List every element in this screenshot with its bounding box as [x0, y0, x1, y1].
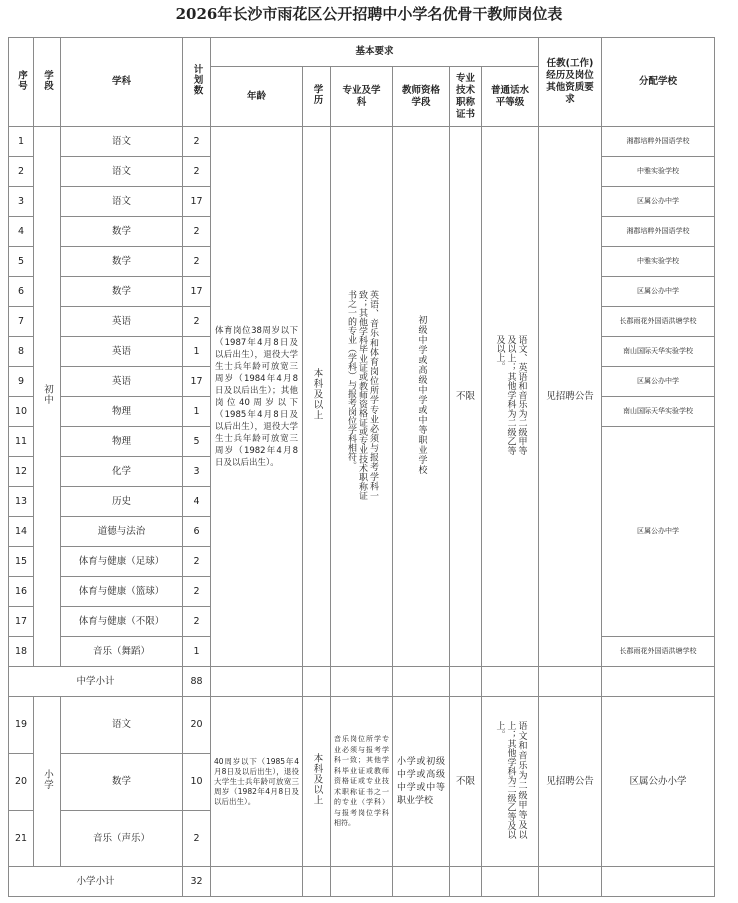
table-cell: 4: [183, 487, 211, 517]
table-cell: [331, 667, 393, 697]
table-cell: 数学: [61, 277, 183, 307]
table-cell: 2: [183, 247, 211, 277]
table-cell: 3: [9, 187, 34, 217]
table-cell: 语文: [61, 697, 183, 754]
table-cell: 区属公办中学: [602, 277, 715, 307]
middle-major: 英语、音乐和体育岗位所学专业必须与报考学科一致；其他学科毕业证或教师资格证或专业技术职称证书之一的专业（学科）与报考岗位学科相符。: [331, 127, 393, 667]
table-cell: 数学: [61, 247, 183, 277]
table-cell: 语文: [61, 157, 183, 187]
primary-education: 本科及以上: [303, 697, 331, 867]
table-cell: [303, 667, 331, 697]
table-cell: 19: [9, 697, 34, 754]
table-cell: 英语: [61, 307, 183, 337]
table-cell: 2: [183, 607, 211, 637]
primary-title-req: 不限: [450, 697, 482, 867]
table-cell: 中雅实验学校: [602, 157, 715, 187]
table-cell: [450, 867, 482, 897]
primary-school: 区属公办小学: [602, 697, 715, 867]
table-cell: 4: [9, 217, 34, 247]
header-school: 分配学校: [602, 38, 715, 127]
header-subject: 学科: [61, 38, 183, 127]
table-cell: 物理: [61, 397, 183, 427]
table-cell: [393, 867, 450, 897]
table-cell: 8: [9, 337, 34, 367]
table-cell: 南山国际天华实验学校: [602, 397, 715, 427]
stage-primary: 小学: [34, 697, 61, 867]
table-cell: 物理: [61, 427, 183, 457]
middle-putonghua: 语文、英语和音乐为二级甲等及以上；其他学科为二级乙等及以上。: [482, 127, 539, 667]
table-cell: 1: [183, 637, 211, 667]
subtotal-value: 32: [183, 867, 211, 897]
table-cell: 音乐（舞蹈）: [61, 637, 183, 667]
table-row: [9, 127, 715, 157]
table-cell: [331, 867, 393, 897]
table-cell: 13: [9, 487, 34, 517]
table-cell: [211, 867, 303, 897]
table-cell: 体育与健康（足球）: [61, 547, 183, 577]
table-row: [9, 697, 715, 754]
middle-age: 体育岗位38周岁以下（1987年4月8日及以后出生），退役大学生士兵年龄可放宽三周岁（1984年4月8日及以后出生）；其他岗位40周岁以下（1985年4月8日及以后出生），退役大学生士兵年龄可放宽三周岁（1982年4月8日及以后出生）。: [211, 127, 303, 667]
table-cell: 英语: [61, 337, 183, 367]
primary-age: 40周岁以下（1985年4月8日及以后出生），退役大学生士兵年龄可放宽三周岁（1982年4月8日及以后出生）。: [211, 697, 303, 867]
table-cell: 1: [183, 337, 211, 367]
header-education: 学历: [303, 67, 331, 127]
table-cell: [303, 867, 331, 897]
table-cell: 9: [9, 367, 34, 397]
header-title-req: 专业技术职称证书: [450, 67, 482, 127]
table-cell: 2: [183, 577, 211, 607]
table-cell: 2: [183, 157, 211, 187]
row-seq: 1: [9, 127, 34, 157]
table-cell: 6: [9, 277, 34, 307]
table-cell: 中雅实验学校: [602, 247, 715, 277]
table-cell: 20: [183, 697, 211, 754]
header-plan: 计划数: [183, 38, 211, 127]
subtotal-value: 88: [183, 667, 211, 697]
primary-putonghua: 语文和音乐为二级甲等及以上；其他学科为二级乙等及以上。: [482, 697, 539, 867]
header-age: 年龄: [211, 67, 303, 127]
table-cell: 10: [183, 754, 211, 811]
row-plan: 2: [183, 127, 211, 157]
table-cell: 2: [183, 547, 211, 577]
subtotal-row-primary: [9, 867, 715, 897]
table-cell: 南山国际天华实验学校: [602, 337, 715, 367]
table-cell: 14: [9, 517, 34, 547]
table-cell: 17: [183, 277, 211, 307]
row-school: 湘郡培粹外国语学校: [602, 127, 715, 157]
table-cell: 7: [9, 307, 34, 337]
table-cell: 12: [9, 457, 34, 487]
table-cell: 数学: [61, 217, 183, 247]
table-cell: 10: [9, 397, 34, 427]
table-cell: [602, 667, 715, 697]
table-cell: 11: [9, 427, 34, 457]
table-cell: [602, 867, 715, 897]
position-table: [8, 37, 715, 897]
table-cell: 音乐（声乐）: [61, 811, 183, 867]
table-cell: 17: [9, 607, 34, 637]
table-cell: 区属公办中学: [602, 187, 715, 217]
header-putonghua: 普通话水平等级: [482, 67, 539, 127]
table-cell: 1: [183, 397, 211, 427]
table-cell: 20: [9, 754, 34, 811]
table-cell: 长郡雨花外国语洪塘学校: [602, 637, 715, 667]
table-cell: 3: [183, 457, 211, 487]
table-cell: 15: [9, 547, 34, 577]
table-cell: [482, 867, 539, 897]
table-cell: [211, 667, 303, 697]
subtotal-row-middle: [9, 667, 715, 697]
table-cell: [393, 667, 450, 697]
subtotal-label: 小学小计: [9, 867, 183, 897]
table-cell: 数学: [61, 754, 183, 811]
table-cell: 化学: [61, 457, 183, 487]
subtotal-label: 中学小计: [9, 667, 183, 697]
table-cell: [539, 667, 602, 697]
table-cell: 5: [183, 427, 211, 457]
table-cell: 区属公办中学: [602, 367, 715, 397]
table-cell: 21: [9, 811, 34, 867]
table-cell: 体育与健康（不限）: [61, 607, 183, 637]
table-cell: 英语: [61, 367, 183, 397]
table-cell: 6: [183, 517, 211, 547]
table-cell: [539, 867, 602, 897]
table-cell: 长郡雨花外国语洪塘学校: [602, 307, 715, 337]
table-cell: [450, 667, 482, 697]
table-cell: 2: [183, 217, 211, 247]
header-major: 专业及学科: [331, 67, 393, 127]
header-basic-requirements: 基本要求: [211, 38, 539, 67]
middle-title-req: 不限: [450, 127, 482, 667]
table-cell: 2: [9, 157, 34, 187]
table-cell: 16: [9, 577, 34, 607]
header-experience: 任教(工作)经历及岗位其他资质要求: [539, 38, 602, 127]
middle-cert: 初级中学或高级中学或中等职业学校: [393, 127, 450, 667]
table-cell: 体育与健康（篮球）: [61, 577, 183, 607]
stage-middle: 初中: [34, 127, 61, 667]
table-cell: [482, 667, 539, 697]
primary-major: 音乐岗位所学专业必须与报考学科一致；其他学科毕业证或教师资格证或专业技术职称证书之一的专业（学科）与报考岗位学科相符。: [331, 697, 393, 867]
header-cert: 教师资格学段: [393, 67, 450, 127]
table-cell: 湘郡培粹外国语学校: [602, 217, 715, 247]
row-subject: 语文: [61, 127, 183, 157]
page-title: 2026年长沙市雨花区公开招聘中小学名优骨干教师岗位表: [175, 5, 563, 23]
middle-experience: 见招聘公告: [539, 127, 602, 667]
table-cell: 17: [183, 367, 211, 397]
table-cell: 语文: [61, 187, 183, 217]
table-cell: 18: [9, 637, 34, 667]
table-cell: 道德与法治: [61, 517, 183, 547]
table-cell: 2: [183, 811, 211, 867]
primary-cert: 小学或初级中学或高级中学或中等职业学校: [393, 697, 450, 867]
table-cell: 历史: [61, 487, 183, 517]
primary-experience: 见招聘公告: [539, 697, 602, 867]
middle-education: 本科及以上: [303, 127, 331, 667]
header-seq: 序号: [9, 38, 34, 127]
merged-school-middle: 区属公办中学: [602, 427, 715, 637]
table-cell: 17: [183, 187, 211, 217]
table-cell: 5: [9, 247, 34, 277]
table-cell: 2: [183, 307, 211, 337]
header-stage: 学段: [34, 38, 61, 127]
